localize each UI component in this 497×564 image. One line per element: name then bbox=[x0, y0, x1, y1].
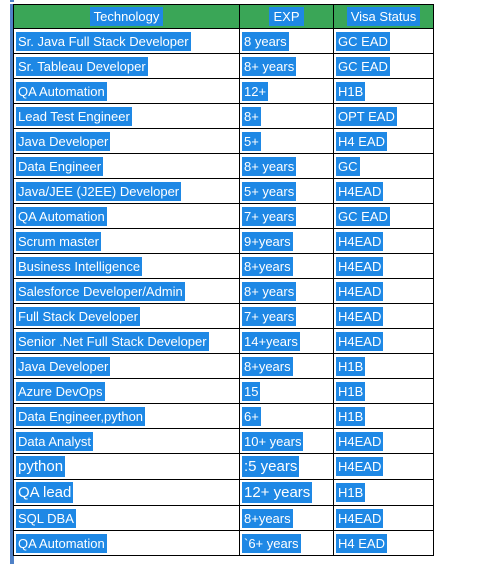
visa-status-cell-text: H4EAD bbox=[338, 283, 382, 299]
table-row bbox=[14, 480, 434, 506]
technology-cell-text: Data Engineer bbox=[18, 158, 102, 174]
technology-cell[interactable] bbox=[14, 229, 240, 254]
technology-cell[interactable] bbox=[14, 329, 240, 354]
table-row bbox=[14, 104, 434, 129]
technology-cell[interactable] bbox=[14, 204, 240, 229]
visa-status-cell[interactable] bbox=[334, 204, 434, 229]
header-technology[interactable]: Technology bbox=[14, 5, 240, 29]
table-row bbox=[14, 506, 434, 531]
visa-status-cell[interactable] bbox=[334, 506, 434, 531]
visa-status-cell[interactable] bbox=[334, 104, 434, 129]
technology-cell[interactable] bbox=[14, 480, 240, 506]
exp-cell[interactable] bbox=[240, 229, 334, 254]
visa-status-cell-text: H1B bbox=[338, 383, 364, 399]
exp-cell-text: 7+ years bbox=[244, 308, 295, 324]
visa-status-cell[interactable] bbox=[334, 229, 434, 254]
exp-cell-text: 12+ bbox=[244, 83, 267, 99]
visa-status-cell[interactable] bbox=[334, 179, 434, 204]
technology-cell[interactable] bbox=[14, 79, 240, 104]
table-row bbox=[14, 454, 434, 480]
exp-cell[interactable] bbox=[240, 54, 334, 79]
exp-cell[interactable] bbox=[240, 154, 334, 179]
candidate-table bbox=[13, 4, 434, 556]
visa-status-cell-text: GC EAD bbox=[338, 208, 388, 224]
exp-cell-text: 5+ bbox=[244, 133, 259, 149]
visa-status-cell-text: H1B bbox=[338, 408, 364, 424]
exp-cell-text: 8+ bbox=[244, 108, 259, 124]
table-row bbox=[14, 254, 434, 279]
exp-cell-text: :5 years bbox=[244, 458, 298, 475]
visa-status-cell-text: H4EAD bbox=[338, 433, 382, 449]
exp-cell-text: 8+years bbox=[244, 258, 291, 274]
exp-cell-text: 7+ years bbox=[244, 208, 295, 224]
technology-cell-text: Full Stack Developer bbox=[18, 308, 138, 324]
technology-cell-text: Java Developer bbox=[18, 133, 109, 149]
visa-status-cell-text: H4EAD bbox=[338, 233, 382, 249]
exp-cell[interactable] bbox=[240, 104, 334, 129]
table-row bbox=[14, 379, 434, 404]
visa-status-cell[interactable] bbox=[334, 480, 434, 506]
exp-cell[interactable] bbox=[240, 304, 334, 329]
visa-status-cell[interactable] bbox=[334, 254, 434, 279]
technology-cell[interactable] bbox=[14, 179, 240, 204]
exp-cell-text: 9+years bbox=[244, 233, 291, 249]
exp-cell-text: 8 years bbox=[244, 33, 287, 49]
technology-cell[interactable] bbox=[14, 254, 240, 279]
exp-cell[interactable] bbox=[240, 404, 334, 429]
visa-status-cell[interactable] bbox=[334, 154, 434, 179]
visa-status-cell[interactable] bbox=[334, 279, 434, 304]
visa-status-cell-text: H1B bbox=[338, 485, 364, 500]
visa-status-cell[interactable] bbox=[334, 329, 434, 354]
visa-status-cell[interactable] bbox=[334, 54, 434, 79]
exp-cell-text: `6+ years bbox=[244, 535, 299, 551]
technology-cell-text: QA Automation bbox=[18, 208, 105, 224]
exp-cell[interactable] bbox=[240, 531, 334, 556]
exp-cell-text: 8+ years bbox=[244, 283, 295, 299]
table-row bbox=[14, 304, 434, 329]
table-row bbox=[14, 154, 434, 179]
header-row bbox=[14, 5, 434, 29]
technology-cell[interactable] bbox=[14, 379, 240, 404]
table-row bbox=[14, 531, 434, 556]
technology-cell-text: QA Automation bbox=[18, 535, 105, 551]
exp-cell-text: 14+years bbox=[244, 333, 298, 349]
exp-cell[interactable] bbox=[240, 354, 334, 379]
exp-cell[interactable] bbox=[240, 254, 334, 279]
technology-cell-text: QA Automation bbox=[18, 83, 105, 99]
technology-cell-text: Azure DevOps bbox=[18, 383, 103, 399]
visa-status-cell[interactable] bbox=[334, 531, 434, 556]
exp-cell[interactable] bbox=[240, 329, 334, 354]
technology-cell[interactable] bbox=[14, 506, 240, 531]
exp-cell-text: 8+years bbox=[244, 358, 291, 374]
visa-status-cell-text: H4EAD bbox=[338, 333, 382, 349]
table-row bbox=[14, 404, 434, 429]
table-row bbox=[14, 79, 434, 104]
technology-cell-text: Scrum master bbox=[18, 233, 99, 249]
visa-status-cell[interactable] bbox=[334, 354, 434, 379]
exp-cell-text: 8+ years bbox=[244, 158, 295, 174]
technology-cell[interactable] bbox=[14, 54, 240, 79]
exp-cell[interactable] bbox=[240, 29, 334, 54]
technology-cell-text: Sr. Tableau Developer bbox=[18, 58, 146, 74]
visa-status-cell-text: GC bbox=[338, 158, 358, 174]
exp-cell-text: 5+ years bbox=[244, 183, 295, 199]
table-row bbox=[14, 179, 434, 204]
exp-cell[interactable] bbox=[240, 429, 334, 454]
technology-cell-text: python bbox=[18, 458, 64, 475]
technology-cell-text: Sr. Java Full Stack Developer bbox=[18, 33, 189, 49]
technology-cell[interactable] bbox=[14, 154, 240, 179]
visa-status-cell[interactable] bbox=[334, 429, 434, 454]
technology-cell-text: SQL DBA bbox=[18, 510, 74, 526]
table-row bbox=[14, 204, 434, 229]
technology-cell-text: Data Analyst bbox=[18, 433, 91, 449]
exp-cell[interactable] bbox=[240, 279, 334, 304]
exp-cell[interactable] bbox=[240, 454, 334, 480]
visa-status-cell[interactable] bbox=[334, 379, 434, 404]
exp-cell-text: 8+ years bbox=[244, 58, 295, 74]
visa-status-cell-text: H1B bbox=[338, 358, 364, 374]
exp-cell-text: 15 bbox=[244, 383, 259, 399]
exp-cell-text: 6+ bbox=[244, 408, 259, 424]
technology-cell[interactable] bbox=[14, 354, 240, 379]
table-row bbox=[14, 354, 434, 379]
technology-cell-text: Lead Test Engineer bbox=[18, 108, 130, 124]
technology-cell[interactable] bbox=[14, 304, 240, 329]
table-body bbox=[14, 29, 434, 556]
header-exp[interactable]: EXP bbox=[240, 5, 334, 29]
exp-cell[interactable] bbox=[240, 204, 334, 229]
visa-status-cell-text: H4EAD bbox=[338, 510, 382, 526]
visa-status-cell[interactable] bbox=[334, 129, 434, 154]
header-visa-status[interactable]: Visa Status bbox=[334, 5, 434, 29]
visa-status-cell[interactable] bbox=[334, 29, 434, 54]
exp-cell-text: 8+years bbox=[244, 510, 291, 526]
technology-cell[interactable] bbox=[14, 454, 240, 480]
technology-cell[interactable] bbox=[14, 531, 240, 556]
exp-cell[interactable] bbox=[240, 79, 334, 104]
exp-cell-text: 12+ years bbox=[244, 484, 311, 501]
technology-cell-text: Java Developer bbox=[18, 358, 109, 374]
technology-cell[interactable] bbox=[14, 104, 240, 129]
table-row bbox=[14, 129, 434, 154]
visa-status-cell-text: H4EAD bbox=[338, 459, 382, 474]
table-row bbox=[14, 429, 434, 454]
technology-cell-text: Data Engineer,python bbox=[18, 408, 144, 424]
exp-cell[interactable] bbox=[240, 179, 334, 204]
visa-status-cell-text: H4EAD bbox=[338, 308, 382, 324]
technology-cell[interactable] bbox=[14, 404, 240, 429]
table-row bbox=[14, 229, 434, 254]
visa-status-cell[interactable] bbox=[334, 454, 434, 480]
exp-cell[interactable] bbox=[240, 480, 334, 506]
exp-cell[interactable] bbox=[240, 379, 334, 404]
technology-cell[interactable] bbox=[14, 279, 240, 304]
visa-status-cell-text: H4EAD bbox=[338, 183, 382, 199]
visa-status-cell-text: GC EAD bbox=[338, 58, 388, 74]
exp-cell[interactable] bbox=[240, 129, 334, 154]
visa-status-cell-text: H4 EAD bbox=[338, 133, 385, 149]
visa-status-cell[interactable] bbox=[334, 79, 434, 104]
visa-status-cell-text: H4 EAD bbox=[338, 535, 385, 551]
exp-cell[interactable] bbox=[240, 506, 334, 531]
table-row bbox=[14, 279, 434, 304]
technology-cell-text: QA lead bbox=[18, 484, 72, 501]
exp-cell-text: 10+ years bbox=[244, 433, 302, 449]
technology-cell-text: Business Intelligence bbox=[18, 258, 141, 274]
visa-status-cell-text: H1B bbox=[338, 83, 364, 99]
technology-cell[interactable] bbox=[14, 29, 240, 54]
table-row bbox=[14, 54, 434, 79]
table-row bbox=[14, 329, 434, 354]
technology-cell-text: Senior .Net Full Stack Developer bbox=[18, 333, 207, 349]
visa-status-cell[interactable] bbox=[334, 404, 434, 429]
visa-status-cell[interactable] bbox=[334, 304, 434, 329]
technology-cell-text: Salesforce Developer/Admin bbox=[18, 283, 183, 299]
table-row bbox=[14, 29, 434, 54]
visa-status-cell-text: GC EAD bbox=[338, 33, 388, 49]
technology-cell-text: Java/JEE (J2EE) Developer bbox=[18, 183, 180, 199]
technology-cell[interactable] bbox=[14, 129, 240, 154]
visa-status-cell-text: H4EAD bbox=[338, 258, 382, 274]
visa-status-cell-text: OPT EAD bbox=[338, 108, 395, 124]
technology-cell[interactable] bbox=[14, 429, 240, 454]
